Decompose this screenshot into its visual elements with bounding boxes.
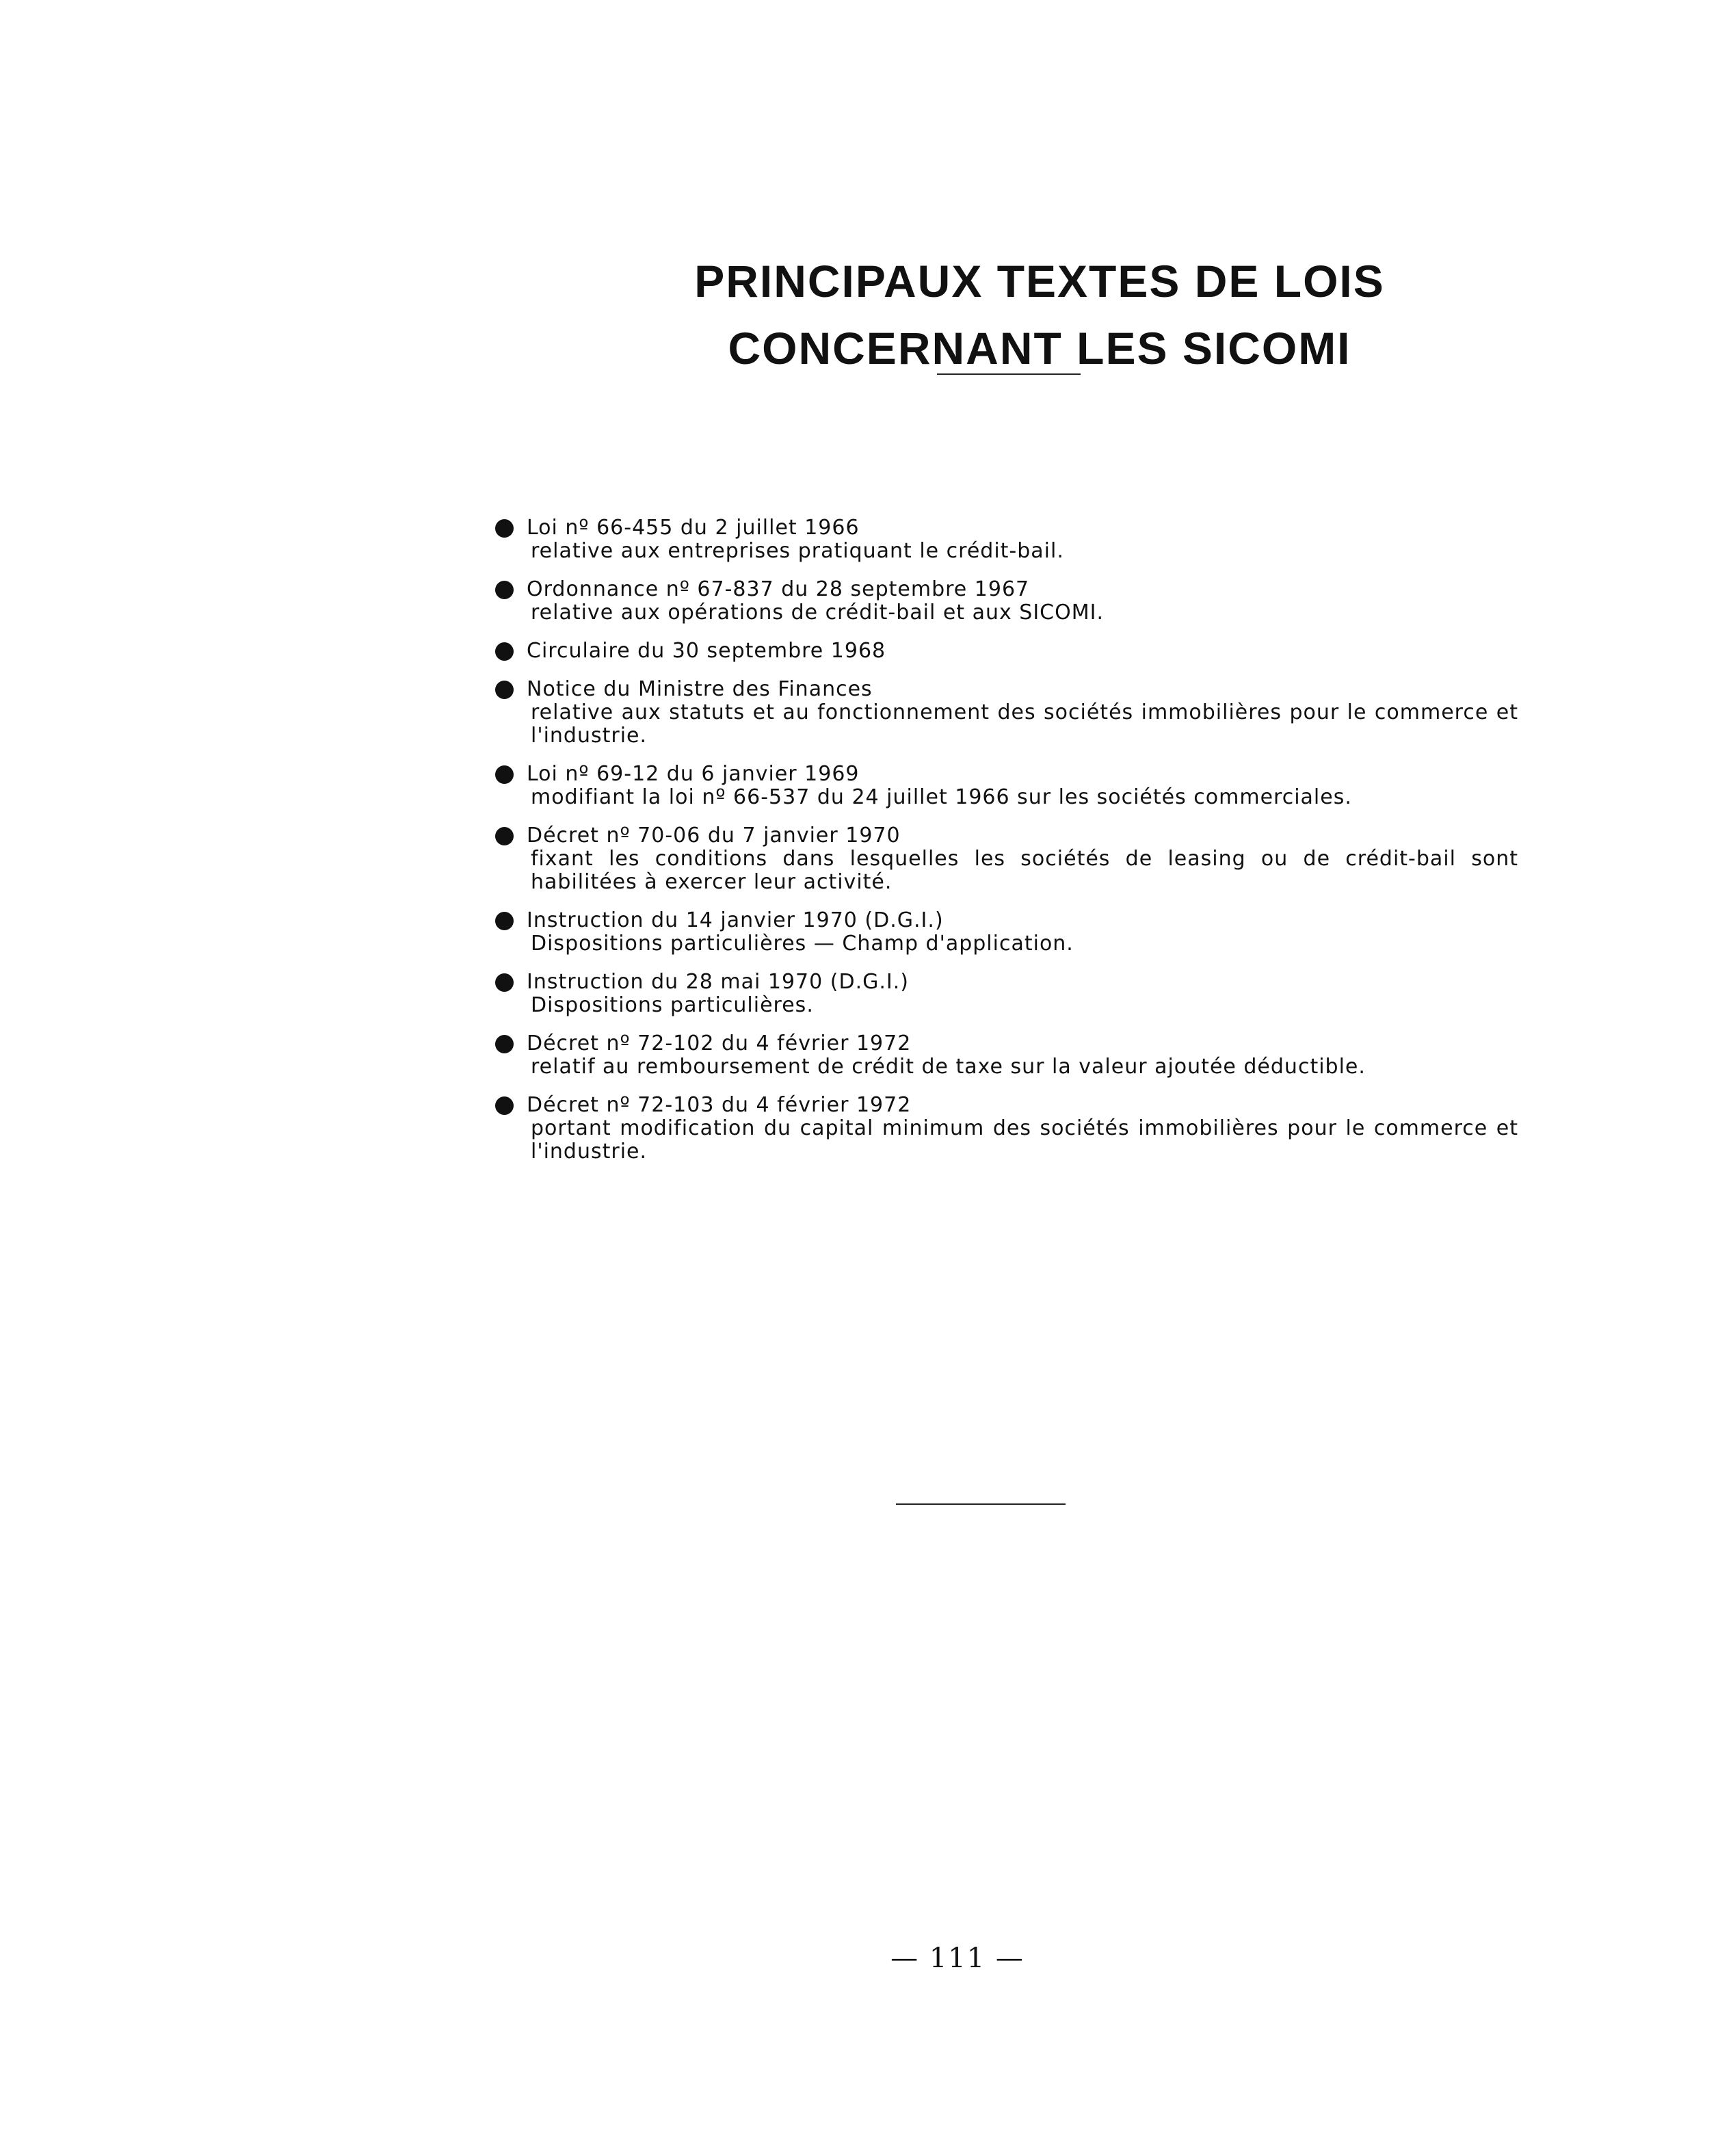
list-item [479, 578, 1518, 625]
list-item [479, 909, 1518, 956]
bullet-icon [495, 681, 514, 699]
list-item [479, 1032, 1518, 1079]
list-item [479, 516, 1518, 563]
list-item [479, 971, 1518, 1017]
bullet-icon [495, 827, 514, 845]
list-item [479, 1094, 1518, 1164]
bullet-icon [495, 581, 514, 599]
item-description: Dispositions particulières. [531, 993, 814, 1017]
item-description: fixant les conditions dans lesquelles les sociétés de leasing ou de crédit-bail sont habilitées à exercer leur activité. [531, 847, 1518, 894]
item-description: relative aux opérations de crédit-bail et aux SICOMI. [531, 601, 1105, 625]
top-divider [937, 373, 1081, 375]
item-description: relatif au remboursement de crédit de taxe sur la valeur ajoutée déductible. [531, 1055, 1366, 1079]
item-title: Instruction du 28 mai 1970 (D.G.I.) [527, 970, 909, 994]
bullet-icon [495, 1035, 514, 1053]
item-title: Loi nº 69-12 du 6 janvier 1969 [527, 762, 860, 786]
law-list [479, 516, 1518, 1179]
list-item [479, 824, 1518, 894]
bullet-icon [495, 973, 514, 992]
bottom-divider [896, 1503, 1066, 1505]
item-title: Circulaire du 30 septembre 1968 [527, 639, 886, 663]
list-item [479, 678, 1518, 748]
list-item [479, 640, 1518, 663]
title-line-1: PRINCIPAUX TEXTES DE LOIS [694, 256, 1385, 307]
item-description: relative aux entreprises pratiquant le crédit-bail. [531, 539, 1064, 563]
item-description: relative aux statuts et au fonctionnement des sociétés immobilières pour le commerce et l'industrie. [531, 700, 1518, 748]
bullet-icon [495, 642, 514, 661]
item-title: Notice du Ministre des Finances [527, 677, 873, 701]
item-description: portant modification du capital minimum des sociétés immobilières pour le commerce et l'industrie. [531, 1116, 1518, 1164]
bullet-icon [495, 912, 514, 930]
page-title [643, 248, 1436, 382]
list-item [479, 763, 1518, 809]
item-description: modifiant la loi nº 66-537 du 24 juillet 1966 sur les sociétés commerciales. [531, 785, 1352, 809]
bullet-icon [495, 765, 514, 784]
item-title: Loi nº 66-455 du 2 juillet 1966 [527, 516, 860, 540]
item-description: Dispositions particulières — Champ d'application. [531, 932, 1074, 956]
bullet-icon [495, 519, 514, 538]
item-title: Instruction du 14 janvier 1970 (D.G.I.) [527, 908, 944, 932]
item-title: Décret nº 72-102 du 4 février 1972 [527, 1031, 912, 1055]
page-number: — 111 — [890, 1943, 1025, 1974]
item-title: Ordonnance nº 67-837 du 28 septembre 1967 [527, 577, 1030, 601]
item-title: Décret nº 70-06 du 7 janvier 1970 [527, 824, 901, 847]
item-title: Décret nº 72-103 du 4 février 1972 [527, 1093, 912, 1117]
bullet-icon [495, 1096, 514, 1115]
title-line-2: CONCERNANT LES SICOMI [728, 323, 1351, 374]
